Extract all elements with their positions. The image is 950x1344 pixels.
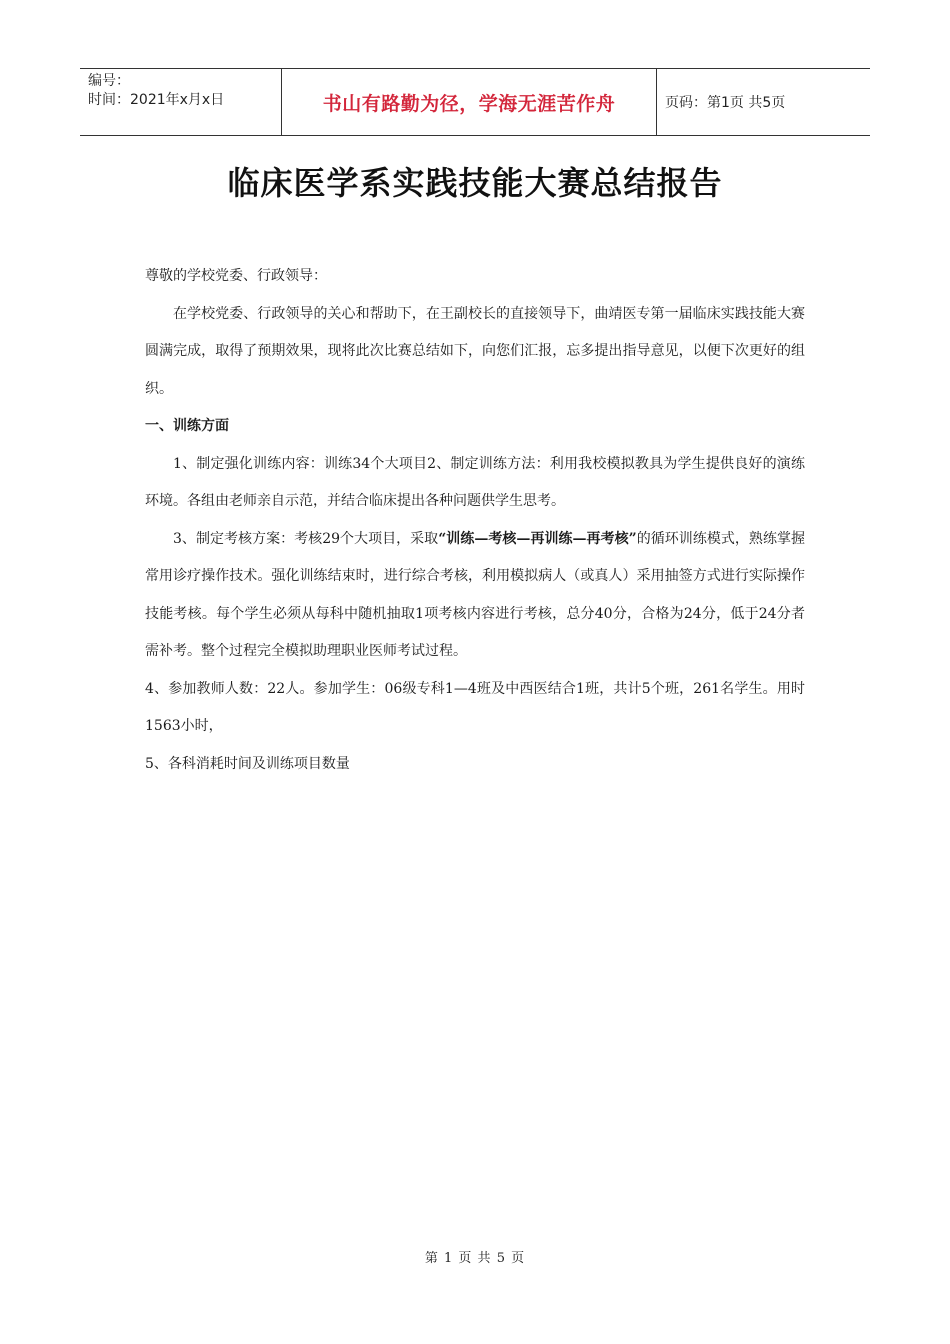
date-label: 时间：2021年x月x日 bbox=[88, 92, 225, 108]
item-3-emphasis: “训练—考核—再训练—再考核” bbox=[438, 530, 637, 547]
item-3-prefix: 3、制定考核方案：考核29个大项目，采取 bbox=[173, 530, 439, 547]
number-label: 编号： bbox=[88, 73, 130, 89]
item-3-suffix: 的循环训练模式，熟练掌握常用诊疗操作技术。强化训练结束时，进行综合考核，利用模拟病人（或真人）采用抽签方式进行实际操作技能考核。每个学生必须从每科中随机抽取1项考核内容进行考核，总分40分，合格为24分，低于24分者需补考。整个过程完全模拟助理职业医师考试过程。 bbox=[145, 530, 805, 659]
intro-paragraph: 在学校党委、行政领导的关心和帮助下，在王副校长的直接领导下，曲靖医专第一届临床实践技能大赛圆满完成，取得了预期效果，现将此次比赛总结如下，向您们汇报，忘多提出指导意见，以便下次更好的组织。 bbox=[145, 305, 805, 397]
document-title: 临床医学系实践技能大赛总结报告 bbox=[227, 164, 723, 202]
section-heading-training: 一、训练方面 bbox=[145, 418, 229, 434]
item-4-paragraph: 4、参加教师人数：22人。参加学生：06级专科1—4班及中西医结合1班，共计5个班，261名学生。用时1563小时， bbox=[145, 680, 805, 734]
motto: 书山有路勤为径，学海无涯苦作舟 bbox=[281, 69, 657, 135]
salutation: 尊敬的学校党委、行政领导： bbox=[145, 268, 327, 284]
item-1-2-paragraph: 1、制定强化训练内容：训练34个大项目2、制定训练方法：利用我校模拟教具为学生提供良好的演练环境。各组由老师亲自示范，并结合临床提出各种问题供学生思考。 bbox=[145, 455, 805, 509]
item-3-paragraph bbox=[145, 521, 805, 671]
page-footer: 第 1 页 共 5 页 bbox=[424, 1251, 526, 1266]
document-body bbox=[145, 258, 805, 783]
item-5-paragraph: 5、各科消耗时间及训练项目数量 bbox=[145, 755, 350, 772]
header-meta-cell bbox=[80, 69, 281, 135]
header-page-info: 页码：第1页 共5页 bbox=[665, 95, 786, 111]
header-table bbox=[80, 68, 870, 136]
